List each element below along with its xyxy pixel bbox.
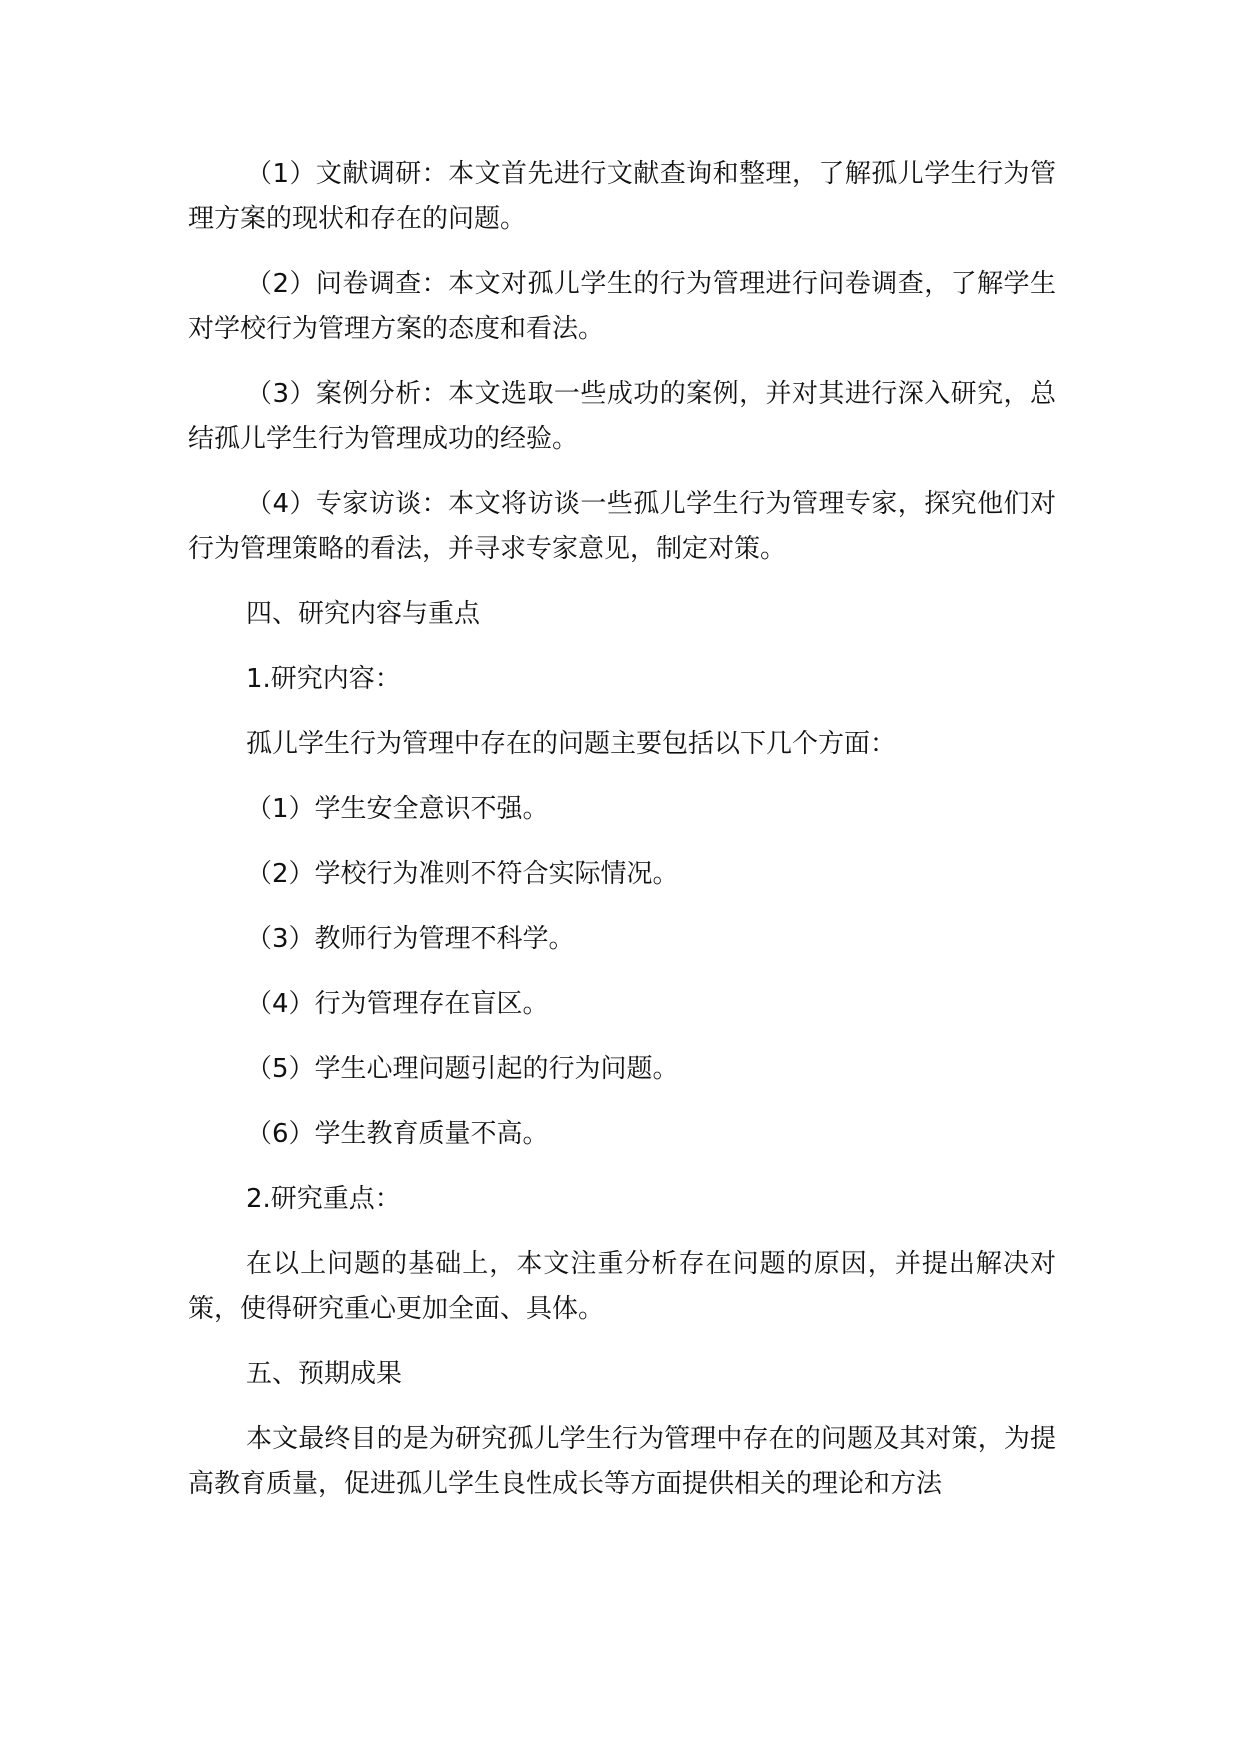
problem-item-3: （3）教师行为管理不科学。	[246, 924, 575, 954]
method-questionnaire: （2）问卷调查：本文对孤儿学生的行为管理进行问卷调查，了解学生对学校行为管理方案的态度和看法。	[188, 269, 1056, 344]
method-literature-research: （1）文献调研：本文首先进行文献查询和整理，了解孤儿学生行为管理方案的现状和存在的问题。	[188, 159, 1056, 234]
problem-item-4: （4）行为管理存在盲区。	[246, 989, 549, 1019]
section-heading-research-content: 四、研究内容与重点	[246, 599, 481, 629]
problem-item-1: （1）学生安全意识不强。	[246, 794, 549, 824]
section-heading-expected-results: 五、预期成果	[246, 1359, 403, 1389]
method-expert-interview: （4）专家访谈：本文将访谈一些孤儿学生行为管理专家，探究他们对行为管理策略的看法，并寻求专家意见，制定对策。	[188, 489, 1056, 564]
problems-intro: 孤儿学生行为管理中存在的问题主要包括以下几个方面：	[246, 729, 897, 759]
problem-item-2: （2）学校行为准则不符合实际情况。	[246, 859, 679, 889]
problem-item-6: （6）学生教育质量不高。	[246, 1119, 549, 1149]
research-focus-text: 在以上问题的基础上，本文注重分析存在问题的原因，并提出解决对策，使得研究重心更加全面、具体。	[188, 1249, 1056, 1324]
subheading-research-focus: 2.研究重点：	[246, 1184, 401, 1214]
method-case-analysis: （3）案例分析：本文选取一些成功的案例，并对其进行深入研究，总结孤儿学生行为管理成功的经验。	[188, 379, 1056, 454]
document-body	[188, 152, 1056, 1527]
expected-results-text: 本文最终目的是为研究孤儿学生行为管理中存在的问题及其对策，为提高教育质量，促进孤儿学生良性成长等方面提供相关的理论和方法	[188, 1424, 1056, 1499]
problem-item-5: （5）学生心理问题引起的行为问题。	[246, 1054, 679, 1084]
subheading-research-content: 1.研究内容：	[246, 664, 401, 694]
